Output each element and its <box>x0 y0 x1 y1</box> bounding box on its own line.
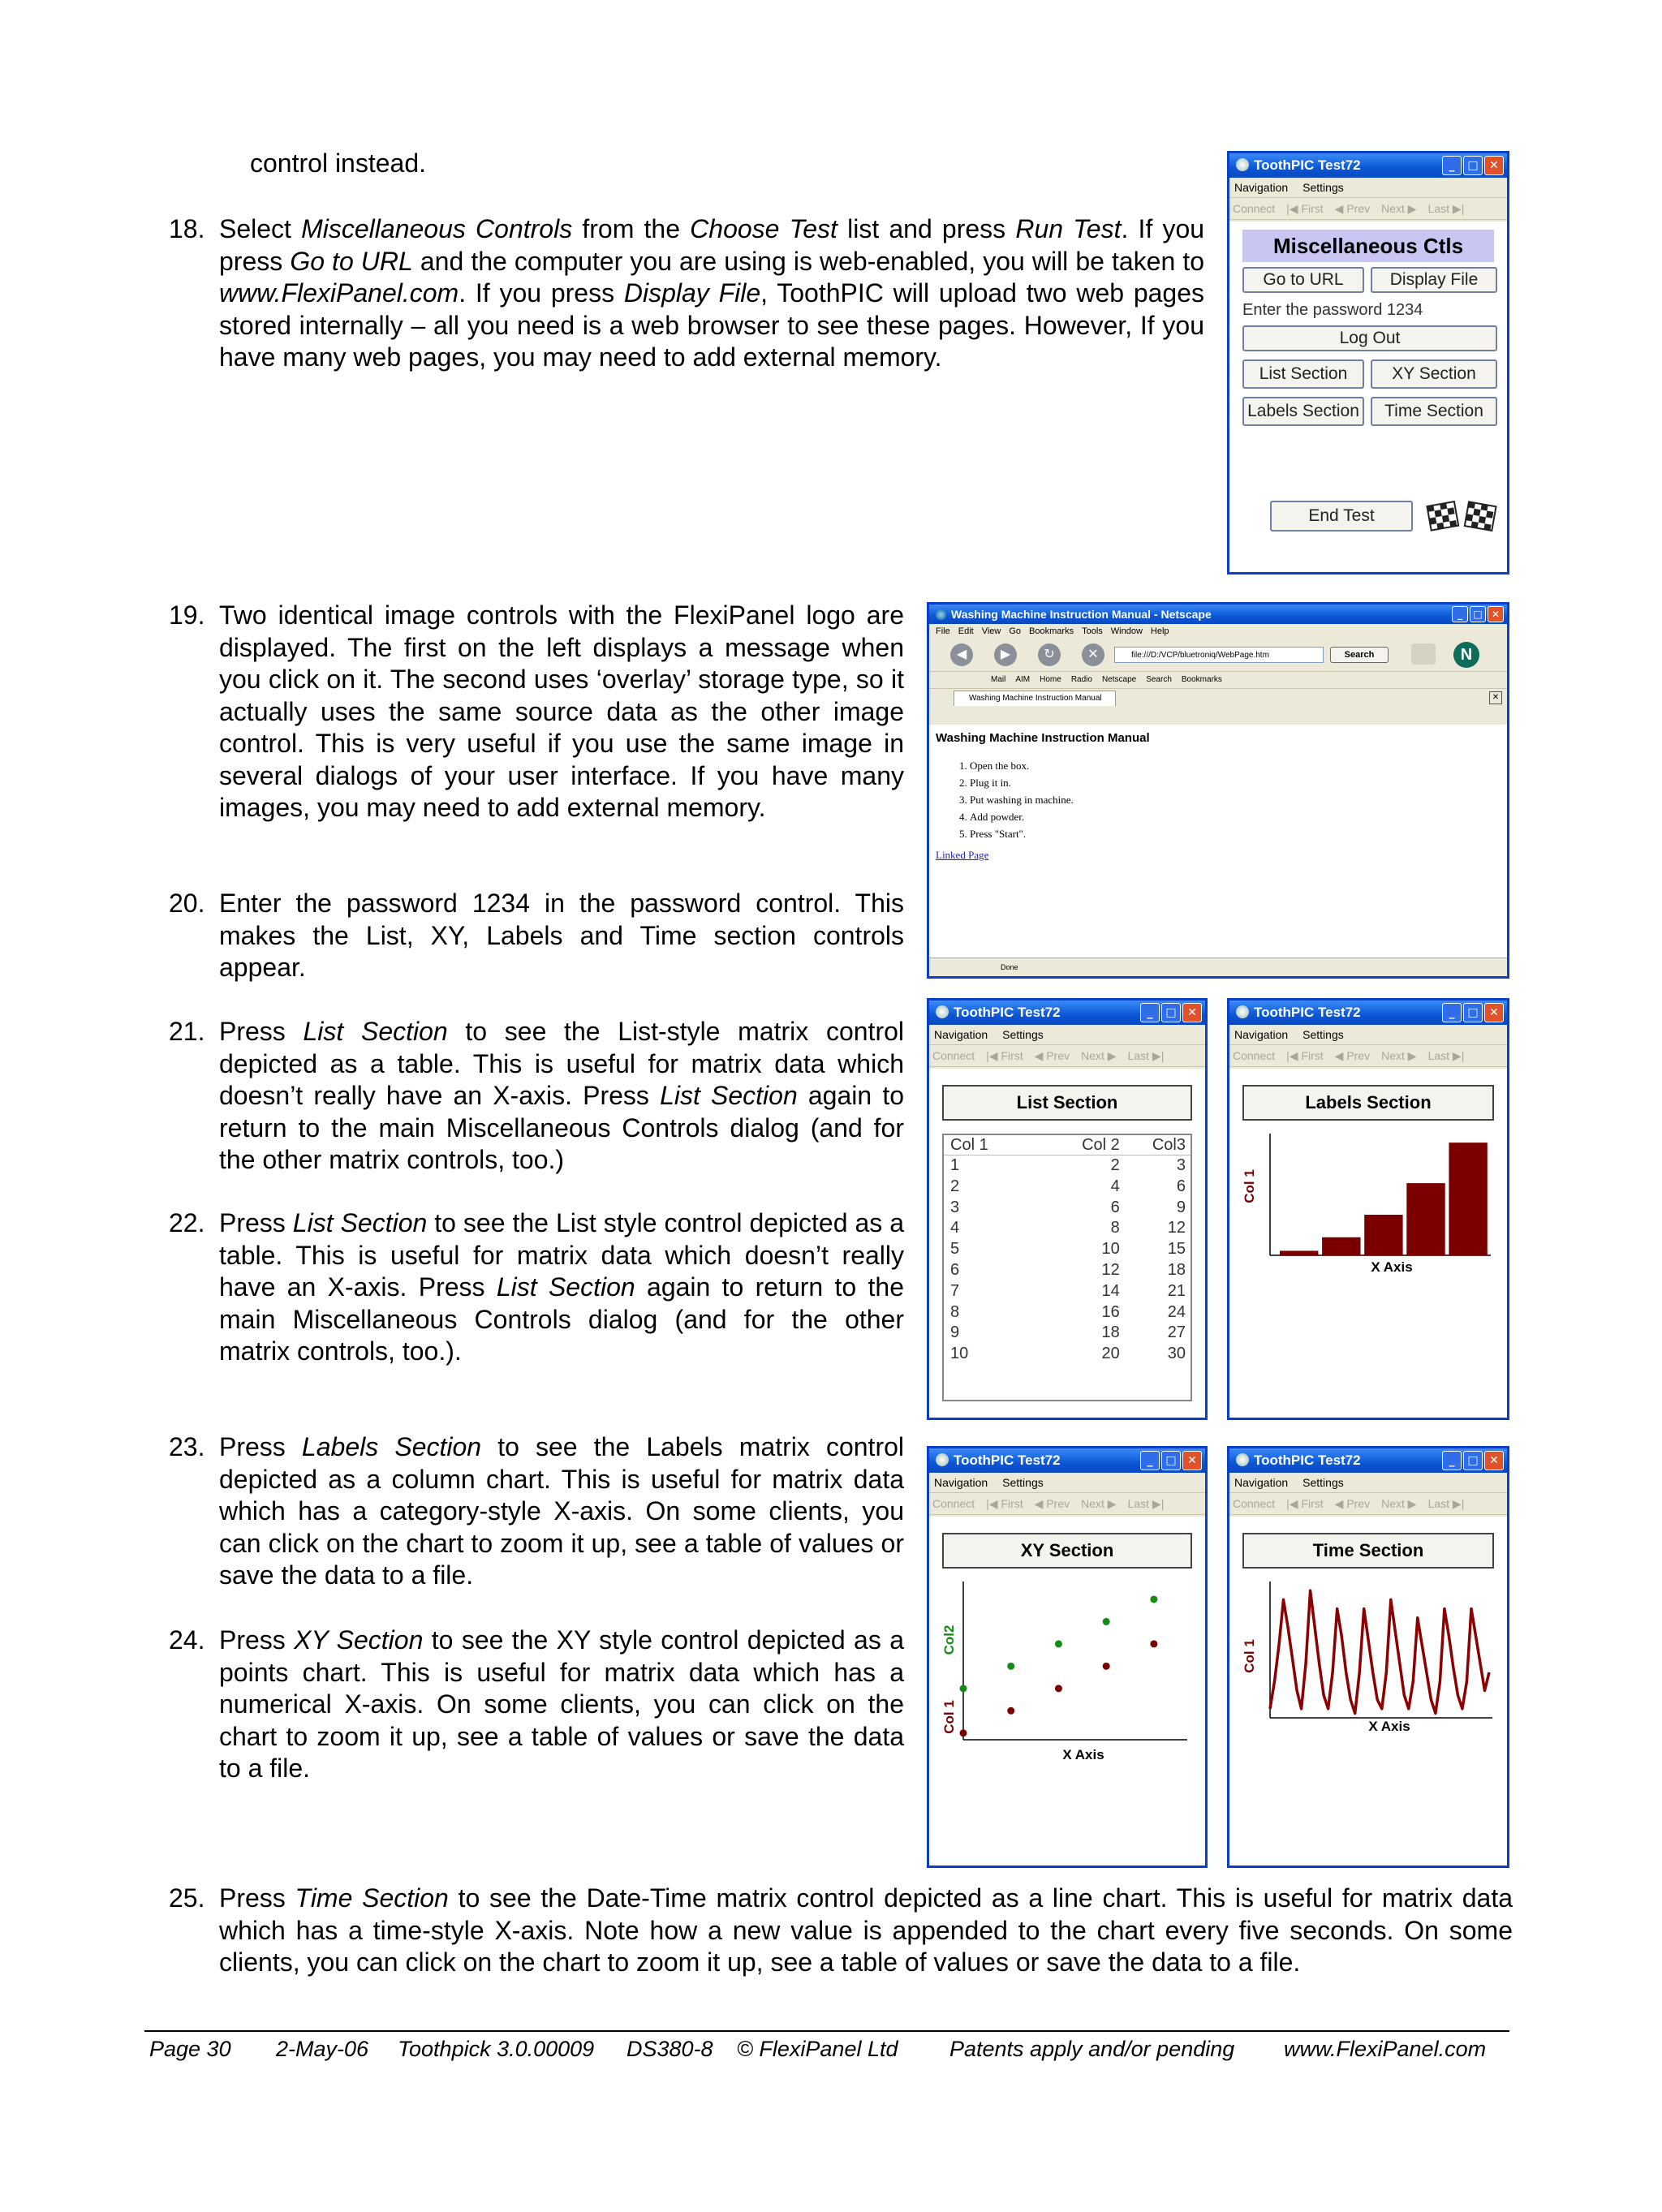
table-cell: 6 <box>1176 1177 1186 1195</box>
xy-points-chart[interactable] <box>929 1573 1205 1768</box>
menu-edit[interactable]: Edit <box>958 626 974 636</box>
data-point <box>960 1729 967 1736</box>
step-20: 20. Enter the password 1234 in the password control. This makes the List, XY, Labels and Time section controls appear. <box>169 889 904 982</box>
table-row[interactable] <box>944 1239 1191 1260</box>
table-cell: 4 <box>950 1219 960 1237</box>
menu-help[interactable]: Help <box>1150 626 1169 636</box>
maximize-icon[interactable]: □ <box>1470 606 1486 622</box>
data-point <box>1055 1685 1062 1692</box>
list-section-button[interactable]: List Section <box>942 1085 1192 1121</box>
title-bar <box>1229 1448 1507 1473</box>
series-line <box>1270 1590 1489 1713</box>
footer-date: 2-May-06 <box>276 2037 369 2061</box>
minimize-icon[interactable]: _ <box>1140 1451 1160 1470</box>
close-icon[interactable]: ✕ <box>1488 606 1504 622</box>
end-test-button[interactable]: End Test <box>1270 501 1413 531</box>
table-cell: 21 <box>1167 1281 1186 1300</box>
menu-settings[interactable]: Settings <box>1002 1476 1044 1489</box>
menu-view[interactable]: View <box>981 626 1001 636</box>
table-cell: 6 <box>1110 1198 1120 1216</box>
table-cell: 10 <box>950 1345 969 1363</box>
emphasis-text: Labels Section <box>301 1432 482 1461</box>
step-18: 18. Select Miscellaneous Controls from the Choose Test list and press Run Test. If you press Go to URL and the computer you are using is web-enabled, you will be taken to www.FlexiPanel.com. If you press Display File, ToothPIC will upload two web pages stored internally – all you need is a web browser to see these pages. However, If you have many web pages, you may need to add external memory. <box>169 214 1205 372</box>
nav-first[interactable]: |◀ First <box>1286 202 1324 215</box>
xy-section-button[interactable]: XY Section <box>942 1533 1192 1569</box>
menu-tools[interactable]: Tools <box>1082 626 1103 636</box>
nav-connect[interactable]: Connect <box>932 1049 975 1062</box>
menu-navigation[interactable]: Navigation <box>1234 1476 1289 1489</box>
table-cell: 15 <box>1167 1240 1186 1259</box>
bookmark-netscape[interactable]: Netscape <box>1101 675 1137 684</box>
table-cell: 3 <box>950 1198 960 1216</box>
table-cell: 18 <box>1167 1260 1186 1279</box>
checkered-flags-icon <box>1426 501 1501 533</box>
nav-next[interactable]: Next ▶ <box>1381 202 1417 215</box>
table-row[interactable] <box>944 1177 1191 1198</box>
step-number: 18. <box>169 214 205 243</box>
menu-settings[interactable]: Settings <box>1002 1028 1044 1041</box>
continuation-text: control instead. <box>250 148 427 178</box>
nav-next[interactable]: Next ▶ <box>1381 1049 1417 1062</box>
list-table <box>942 1134 1192 1401</box>
column-header[interactable]: Col3 <box>1152 1136 1186 1154</box>
bookmark-radio[interactable]: Radio <box>1070 675 1092 684</box>
time-section-button[interactable]: Time Section <box>1242 1533 1494 1569</box>
data-point <box>1007 1663 1014 1670</box>
title-bar <box>1229 1001 1507 1025</box>
browser-menu-bar <box>929 624 1507 639</box>
table-row[interactable] <box>944 1155 1191 1177</box>
y-axis-label: Col2 <box>941 1625 957 1655</box>
emphasis-text: Go to URL <box>290 246 413 276</box>
minimize-icon[interactable]: _ <box>1442 1003 1462 1022</box>
table-cell: 16 <box>1101 1302 1120 1321</box>
step-number: 23. <box>169 1432 205 1461</box>
data-point <box>1150 1595 1157 1603</box>
maximize-icon[interactable]: □ <box>1463 1003 1483 1022</box>
forward-icon[interactable]: ▶ <box>994 643 1017 666</box>
menu-settings[interactable]: Settings <box>1302 1476 1344 1489</box>
window-title: Washing Machine Instruction Manual - Netscape <box>951 608 1212 621</box>
nav-last[interactable]: Last ▶| <box>1427 202 1465 215</box>
title-bar <box>1229 153 1507 178</box>
emphasis-text: www.FlexiPanel.com <box>219 278 459 308</box>
linked-page-link[interactable]: Linked Page <box>936 849 989 861</box>
dialog-body <box>1229 1517 1507 1866</box>
table-cell: 10 <box>1101 1240 1120 1259</box>
step-22: 22. Press List Section to see the List style control depicted as a table. This is useful for matrix data which doesn’t really have an X-axis. Press List Section again to return to the main Miscellaneous Controls dialog (and for the other matrix controls, too.). <box>169 1208 905 1366</box>
table-row[interactable] <box>944 1260 1191 1281</box>
table-cell: 8 <box>1110 1219 1120 1237</box>
table-cell: 6 <box>950 1260 960 1279</box>
step-21: 21. Press List Section to see the List-style matrix control depicted as a table. This is useful for matrix data which doesn’t really have an X-axis. Press List Section again to return to the main Miscellaneous Controls dialog (and for the other matrix controls, too.) <box>169 1017 905 1174</box>
tab-label: Washing Machine Instruction Manual <box>969 694 1102 703</box>
time-section-window <box>1227 1446 1509 1868</box>
minimize-icon[interactable]: _ <box>1442 1451 1462 1470</box>
list-item: 2. Plug it in. <box>970 774 1074 791</box>
step-number: 19. <box>169 600 205 630</box>
table-cell: 18 <box>1101 1323 1120 1342</box>
table-cell: 8 <box>950 1302 960 1321</box>
app-icon <box>1236 158 1249 171</box>
table-cell: 1 <box>950 1156 960 1174</box>
step-number: 20. <box>169 889 205 918</box>
close-icon[interactable]: ✕ <box>1484 156 1504 175</box>
table-cell: 27 <box>1167 1323 1186 1342</box>
reload-icon[interactable]: ↻ <box>1038 643 1061 666</box>
nav-prev[interactable]: ◀ Prev <box>1334 1049 1371 1062</box>
window-title: ToothPIC Test72 <box>1254 1452 1361 1468</box>
table-cell: 12 <box>1167 1219 1186 1237</box>
table-cell: 24 <box>1167 1302 1186 1321</box>
bookmark-aim[interactable]: AIM <box>1015 675 1031 684</box>
nav-next[interactable]: Next ▶ <box>1081 1497 1117 1510</box>
title-bar <box>929 605 1507 624</box>
data-point <box>1103 1618 1110 1625</box>
nav-last[interactable]: Last ▶| <box>1427 1497 1465 1510</box>
data-point <box>1055 1640 1062 1647</box>
nav-prev[interactable]: ◀ Prev <box>1334 202 1371 215</box>
menu-bookmarks[interactable]: Bookmarks <box>1029 626 1074 636</box>
window-title: ToothPIC Test72 <box>1254 157 1361 173</box>
labels-section-window <box>1227 998 1509 1420</box>
nav-next[interactable]: Next ▶ <box>1081 1049 1117 1062</box>
nav-last[interactable]: Last ▶| <box>1127 1497 1165 1510</box>
navigation-toolbar <box>929 639 1507 671</box>
table-cell: 14 <box>1101 1281 1120 1300</box>
column-header[interactable]: Col 2 <box>1082 1136 1120 1154</box>
page-heading: Washing Machine Instruction Manual <box>936 731 1150 745</box>
table-cell: 30 <box>1167 1345 1186 1363</box>
emphasis-text: Time Section <box>295 1883 449 1913</box>
netscape-logo-icon: N <box>1453 642 1479 668</box>
list-section-window <box>927 998 1208 1420</box>
app-icon <box>1236 1005 1249 1018</box>
footer-doc-number: DS380-8 <box>626 2037 713 2061</box>
nav-last[interactable]: Last ▶| <box>1427 1049 1465 1062</box>
maximize-icon[interactable]: □ <box>1463 1451 1483 1470</box>
step-number: 25. <box>169 1883 205 1913</box>
nav-connect[interactable]: Connect <box>1233 1497 1276 1510</box>
table-cell: 7 <box>950 1281 960 1300</box>
emphasis-text: XY Section <box>294 1625 424 1655</box>
nav-first[interactable]: |◀ First <box>986 1497 1023 1510</box>
nav-last[interactable]: Last ▶| <box>1127 1049 1165 1062</box>
nav-next[interactable]: Next ▶ <box>1381 1497 1417 1510</box>
netscape-window <box>927 602 1509 979</box>
menu-settings[interactable]: Settings <box>1302 181 1344 194</box>
window-title: ToothPIC Test72 <box>1254 1005 1361 1020</box>
footer-copyright: © FlexiPanel Ltd <box>737 2037 898 2061</box>
bar <box>1364 1215 1402 1255</box>
footer-website: www.FlexiPanel.com <box>1284 2037 1487 2061</box>
step-number: 22. <box>169 1208 205 1237</box>
bookmark-bookmarks[interactable]: Bookmarks <box>1181 675 1222 684</box>
password-prompt: Enter the password 1234 <box>1242 301 1423 319</box>
status-bar <box>929 958 1507 976</box>
table-row[interactable] <box>944 1281 1191 1302</box>
maximize-icon[interactable]: □ <box>1463 156 1483 175</box>
go-to-url-button[interactable]: Go to URL <box>1242 267 1364 293</box>
dialog-body <box>929 1517 1205 1866</box>
data-point <box>1150 1640 1157 1647</box>
log-out-button[interactable]: Log Out <box>1242 325 1497 351</box>
step-25: 25. Press Time Section to see the Date-Time matrix control depicted as a line chart. This is useful for matrix data which has a time-style X-axis. Note how a new value is appended to the chart every five seconds. On some clients, you can click on the chart to zoom it up, see a table of values or save the data to a file. <box>169 1883 1513 1977</box>
nav-first[interactable]: |◀ First <box>1286 1497 1324 1510</box>
y-axis-label: Col 1 <box>1242 1169 1257 1203</box>
emphasis-text: List Section <box>292 1208 428 1237</box>
search-label: Search <box>1344 650 1375 660</box>
list-item: 4. Add powder. <box>970 808 1074 825</box>
bookmarks-bar <box>929 671 1507 688</box>
data-point <box>1103 1663 1110 1670</box>
app-icon <box>936 1453 949 1466</box>
table-row[interactable] <box>944 1323 1191 1344</box>
dialog-body <box>1229 222 1507 572</box>
menu-navigation[interactable]: Navigation <box>1234 181 1289 194</box>
menu-window[interactable]: Window <box>1110 626 1143 636</box>
table-cell: 3 <box>1176 1156 1186 1174</box>
emphasis-text: List Section <box>496 1272 635 1302</box>
footer-page: Page 30 <box>149 2037 231 2061</box>
step-number: 21. <box>169 1017 205 1046</box>
nav-prev[interactable]: ◀ Prev <box>1334 1497 1371 1510</box>
emphasis-text: Choose Test <box>690 214 837 243</box>
bar <box>1406 1183 1445 1255</box>
close-icon[interactable]: ✕ <box>1182 1451 1202 1470</box>
emphasis-text: List Section <box>660 1081 798 1110</box>
app-icon <box>1236 1453 1249 1466</box>
page-content <box>929 725 1507 958</box>
list-section-button[interactable]: List Section <box>1242 359 1364 389</box>
xy-section-button[interactable]: XY Section <box>1371 359 1497 389</box>
footer-version: Toothpick 3.0.00009 <box>398 2037 595 2061</box>
labels-section-button[interactable]: Labels Section <box>1242 397 1364 426</box>
data-point <box>960 1685 967 1692</box>
tab-strip <box>929 688 1507 707</box>
menu-go[interactable]: Go <box>1009 626 1022 636</box>
dialog-body <box>929 1069 1205 1418</box>
table-cell: 9 <box>950 1323 960 1342</box>
list-item: 5. Press "Start". <box>970 825 1074 842</box>
table-row[interactable] <box>944 1198 1191 1219</box>
list-item: 1. Open the box. <box>970 757 1074 774</box>
x-axis-label: X Axis <box>1368 1719 1410 1734</box>
misc-controls-window <box>1227 151 1509 575</box>
menu-navigation[interactable]: Navigation <box>1234 1028 1289 1041</box>
time-line-chart[interactable] <box>1229 1573 1507 1744</box>
menu-navigation[interactable]: Navigation <box>934 1476 988 1489</box>
close-icon[interactable]: ✕ <box>1182 1003 1202 1022</box>
bookmark-home[interactable]: Home <box>1040 675 1061 684</box>
x-axis-label: X Axis <box>1371 1259 1413 1275</box>
column-header[interactable]: Col 1 <box>950 1136 988 1154</box>
browser-tab[interactable] <box>954 691 1116 706</box>
menu-navigation[interactable]: Navigation <box>934 1028 988 1041</box>
table-body <box>944 1155 1191 1365</box>
footer-rule <box>144 2030 1509 2032</box>
table-row[interactable] <box>944 1218 1191 1239</box>
y-axis-label: Col 1 <box>941 1700 957 1734</box>
netscape-icon <box>936 609 946 620</box>
search-button[interactable] <box>1330 647 1389 663</box>
list-item: 3. Put washing in machine. <box>970 791 1074 808</box>
minimize-icon[interactable]: _ <box>1140 1003 1160 1022</box>
step-23: 23. Press Labels Section to see the Labels matrix control depicted as a column chart. This is useful for matrix data which has a category-style X-axis. On some clients, you can click on the chart to zoom it up, see a table of values or save the data to a file. <box>169 1432 905 1590</box>
instruction-list <box>936 757 1074 842</box>
nav-connect[interactable]: Connect <box>1233 1049 1276 1062</box>
window-title: ToothPIC Test72 <box>954 1005 1061 1020</box>
table-cell: 9 <box>1176 1198 1186 1216</box>
print-icon[interactable] <box>1411 643 1436 665</box>
nav-prev[interactable]: ◀ Prev <box>1034 1497 1070 1510</box>
status-text: Done <box>1001 963 1018 971</box>
title-bar <box>929 1001 1205 1025</box>
table-cell: 5 <box>950 1240 960 1259</box>
table-cell: 12 <box>1101 1260 1120 1279</box>
maximize-icon[interactable]: □ <box>1161 1003 1181 1022</box>
footer-patents: Patents apply and/or pending <box>949 2037 1235 2061</box>
x-axis-label: X Axis <box>1062 1747 1104 1762</box>
emphasis-text: List Section <box>303 1017 448 1046</box>
nav-first[interactable]: |◀ First <box>1286 1049 1324 1062</box>
menu-settings[interactable]: Settings <box>1302 1028 1344 1041</box>
bookmark-mail[interactable]: Mail <box>991 675 1006 684</box>
nav-connect[interactable]: Connect <box>932 1497 975 1510</box>
close-icon[interactable]: ✕ <box>1484 1003 1504 1022</box>
step-number: 24. <box>169 1625 205 1655</box>
misc-heading: Miscellaneous Ctls <box>1242 230 1494 262</box>
address-bar[interactable] <box>1114 647 1324 663</box>
close-tab-icon[interactable]: ✕ <box>1489 691 1502 704</box>
minimize-icon[interactable]: _ <box>1452 606 1468 622</box>
nav-prev[interactable]: ◀ Prev <box>1034 1049 1070 1062</box>
display-file-button[interactable]: Display File <box>1371 267 1497 293</box>
step-24: 24. Press XY Section to see the XY style control depicted as a points chart. This is useful for matrix data which has a numerical X-axis. On some clients, you can click on the chart to zoom it up, see a table of values or save the data to a file. <box>169 1625 905 1783</box>
back-icon[interactable]: ◀ <box>950 643 973 666</box>
emphasis-text: Display File <box>623 278 761 308</box>
y-axis-label: Col 1 <box>1242 1639 1257 1673</box>
bookmark-search[interactable]: Search <box>1146 675 1172 684</box>
table-cell: 2 <box>950 1177 960 1195</box>
table-row[interactable] <box>944 1302 1191 1323</box>
table-cell: 20 <box>1101 1345 1120 1363</box>
labels-section-button[interactable]: Labels Section <box>1242 1085 1494 1121</box>
table-header <box>944 1135 1191 1155</box>
step-19: 19. Two identical image controls with the FlexiPanel logo are displayed. The first on the left displays a message when you click on it. The second uses ‘overlay’ storage type, so it actually uses the same source data as the other image control. This is very useful if you use the same image in several dialogs of your user interface. If you have many images, you may need to add external memory. <box>169 600 904 822</box>
emphasis-text: Run Test <box>1015 214 1122 243</box>
labels-column-chart[interactable] <box>1229 1125 1507 1296</box>
app-icon <box>936 1005 949 1018</box>
time-section-button[interactable]: Time Section <box>1371 397 1497 426</box>
nav-connect[interactable]: Connect <box>1233 202 1276 215</box>
window-title: ToothPIC Test72 <box>954 1452 1061 1468</box>
menu-file[interactable]: File <box>936 626 950 636</box>
table-cell: 4 <box>1110 1177 1120 1195</box>
data-point <box>1007 1707 1014 1715</box>
bar <box>1322 1237 1360 1255</box>
title-bar <box>929 1448 1205 1473</box>
close-icon[interactable]: ✕ <box>1484 1451 1504 1470</box>
nav-first[interactable]: |◀ First <box>986 1049 1023 1062</box>
minimize-icon[interactable]: _ <box>1442 156 1462 175</box>
maximize-icon[interactable]: □ <box>1161 1451 1181 1470</box>
stop-icon[interactable]: ✕ <box>1082 643 1104 666</box>
table-cell: 2 <box>1110 1156 1120 1174</box>
bar <box>1449 1143 1487 1255</box>
url-text: file:///D:/VCP/bluetroniq/WebPage.htm <box>1131 651 1269 660</box>
dialog-body <box>1229 1069 1507 1418</box>
emphasis-text: Miscellaneous Controls <box>301 214 573 243</box>
table-row[interactable] <box>944 1344 1191 1365</box>
bar <box>1280 1250 1318 1255</box>
xy-section-window <box>927 1446 1208 1868</box>
